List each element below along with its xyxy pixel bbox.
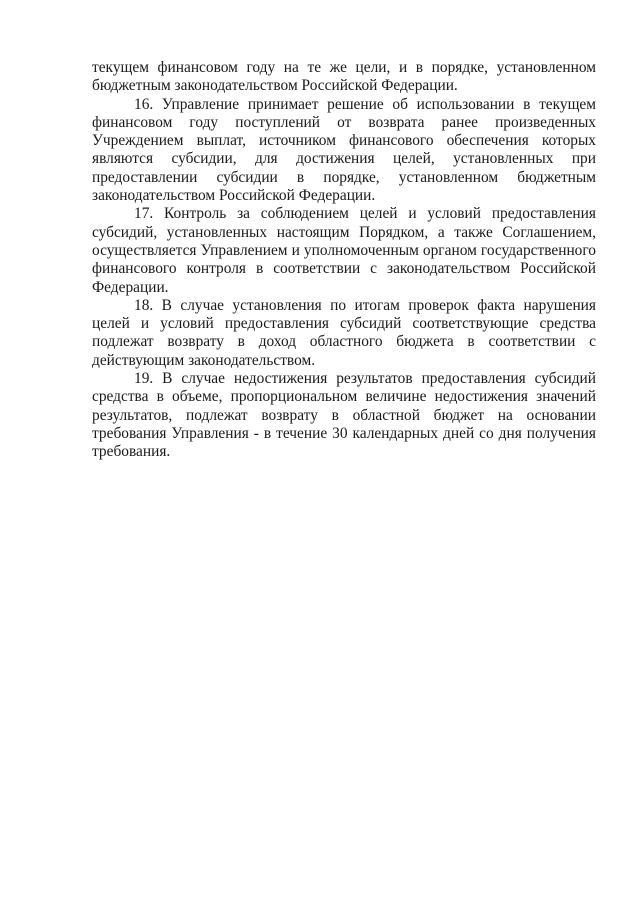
paragraph-17: 17. Контроль за соблюдением целей и условий предоставления субсидий, установленных настоящим Порядком, а также Соглашением, осуществляется Управлением и уполномоченным органом государственного финансового контроля в соответствии с законодательством Российской Федерации. bbox=[92, 205, 596, 296]
paragraph-continuation: текущем финансовом году на те же цели, и в порядке, установленном бюджетным законодательством Российской Федерации. bbox=[92, 59, 596, 95]
document-body bbox=[92, 59, 596, 462]
paragraph-18: 18. В случае установления по итогам проверок факта нарушения целей и условий предоставления субсидий соответствующие средства подлежат возврату в доход областного бюджета в соответствии с действующим законодательством. bbox=[92, 296, 596, 369]
paragraph-19: 19. В случае недостижения результатов предоставления субсидий средства в объеме, пропорциональном величине недостижения значений результатов, подлежат возврату в областной бюджет на основании требования Управления - в течение 30 календарных дней со дня получения требования. bbox=[92, 370, 596, 461]
paragraph-16: 16. Управление принимает решение об использовании в текущем финансовом году поступлений от возврата ранее произведенных Учреждением выплат, источником финансового обеспечения которых являются субсидии, для достижения целей, установленных при предоставлении субсидии в порядке, установленном бюджетным законодательством Российской Федерации. bbox=[92, 95, 596, 205]
